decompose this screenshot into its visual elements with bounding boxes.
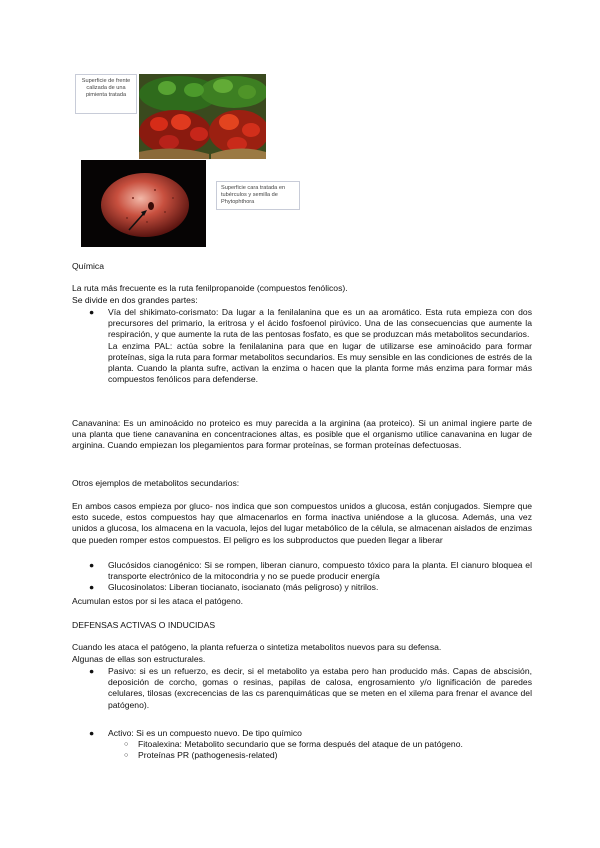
bullet-list-glucosidos <box>72 560 532 594</box>
paragraph-acumulan: Acumulan estos por si les ataca el patógeno. <box>72 596 244 606</box>
bullet-icon: ● <box>89 582 95 593</box>
figure-caption-potato <box>216 181 300 210</box>
list-item-activo <box>72 728 532 739</box>
section-title-quimica: Química <box>72 261 104 271</box>
sub-list-item-fitoalexina <box>72 739 532 750</box>
intro-line-2: Se divide en dos grandes partes: <box>72 295 198 305</box>
sub-list-item-text: Proteínas PR (pathogenesis-related) <box>138 750 278 761</box>
bullet-list-activo <box>72 728 532 762</box>
list-item-pasivo <box>72 666 532 711</box>
figure-caption-peppers <box>75 74 137 114</box>
bullet-icon: ● <box>89 666 95 676</box>
potato-illustration <box>81 160 206 247</box>
potato-photo <box>81 160 206 247</box>
list-item-text-pal: La enzima PAL: actúa sobre la fenilalanina para que en lugar de utilizarse ese aminoácido para formar proteínas, siga la ruta para formar metabolitos secundarios. Es muy sensible en las condiciones de estrés de la planta. Cuando la planta sufre, activan la enzima o hacen que la planta forme más enzima para formar más compuestos fenólicos para defenderse. <box>108 340 532 385</box>
sub-bullet-icon: ○ <box>124 752 129 760</box>
caption-text: Superficie de frente calizada de una pimienta tratada <box>81 78 131 98</box>
peppers-illustration <box>139 74 266 159</box>
sub-list-item-proteinas-pr <box>72 750 532 761</box>
intro-line-1: La ruta más frecuente es la ruta fenilpropanoide (compuestos fenólicos). <box>72 283 348 293</box>
peppers-photo <box>139 74 266 159</box>
bullet-icon: ● <box>89 728 95 738</box>
paragraph-otros: En ambos casos empieza por gluco- nos indica que son compuestos unidos a glucosa, están conjugados. Siempre que esto sucede, estos compuestos hay que almacenarlos en forma inactiva uniéndose a la glucosa. Además, una vez unidos a glucosa, los almacena en la vacuola, lejos del lugar metabólico de la célula, se almacenan aislados de enzimas que pueden romper estos compuestos. El peligro es los subproductos que pueden llegar a liberar <box>72 501 532 545</box>
sub-bullet-icon: ○ <box>124 741 129 749</box>
section-title-defensas: DEFENSAS ACTIVAS O INDUCIDAS <box>72 620 216 630</box>
list-item-text: Activo: Si es un compuesto nuevo. De tipo químico <box>108 728 302 738</box>
list-item-shikimato <box>72 307 532 385</box>
list-item-glucosinolatos <box>72 582 532 593</box>
paragraph-canavanina: Canavanina: Es un aminoácido no proteico es muy parecida a la arginina (aa proteico). Si un animal ingiere parte de una planta que tiene canavanina en concentraciones altas, es posible que el organismo utilice canavanina en lugar de arginina. Cuando empiezan los plegamientos para formar proteínas, se forman proteínas defectuosas. <box>72 418 532 451</box>
list-item-text: Vía del shikimato-corismato: Da lugar a la fenilalanina que es un aa aromático. Esta ruta empieza con dos precursores del primario, la eritrosa y el ácido fosfoenol pirúvico. Una de las consecuencias que aumente la respiración, y que aumente la ruta de las pentosas fosfato, es que se produzcan más metabolitos secundarios. <box>108 307 532 340</box>
list-item-text: Glucósidos cianogénico: Si se rompen, liberan cianuro, compuesto tóxico para la planta. El cianuro bloquea el transporte electrónico de la mitocondria y no se puede producir energía <box>108 560 532 582</box>
bullet-icon: ● <box>89 560 95 570</box>
section-title-otros: Otros ejemplos de metabolitos secundarios: <box>72 478 240 488</box>
list-item-text: Pasivo: si es un refuerzo, es decir, si el metabolito ya estaba pero han producido más. Capas de abscisión, deposición de corcho, gomas o resinas, papilas de calosa, engrosamiento y/o lignificación de paredes celulares, tilosas (excrecencias de las cs parenquimáticas que se meten en el xilema para frenar el avance del patógeno). <box>108 666 532 710</box>
list-item-glucosidos <box>72 560 532 582</box>
list-item-text: Glucosinolatos: Liberan tiocianato, isocianato (más peligroso) y nitrilos. <box>108 582 379 593</box>
sub-list-item-text: Fitoalexina: Metabolito secundario que se forma después del ataque de un patógeno. <box>138 739 463 750</box>
defensas-line-1: Cuando les ataca el patógeno, la planta refuerza o sintetiza metabolitos nuevos para su defensa. <box>72 642 442 652</box>
caption-text: Superficie cara tratada en tubérculos y semilla de Phytophthora <box>221 185 286 205</box>
bullet-list-pasivo <box>72 666 532 711</box>
defensas-line-2: Algunas de ellas son estructurales. <box>72 654 206 664</box>
bullet-list-ruta <box>72 307 532 385</box>
bullet-icon: ● <box>89 307 95 317</box>
